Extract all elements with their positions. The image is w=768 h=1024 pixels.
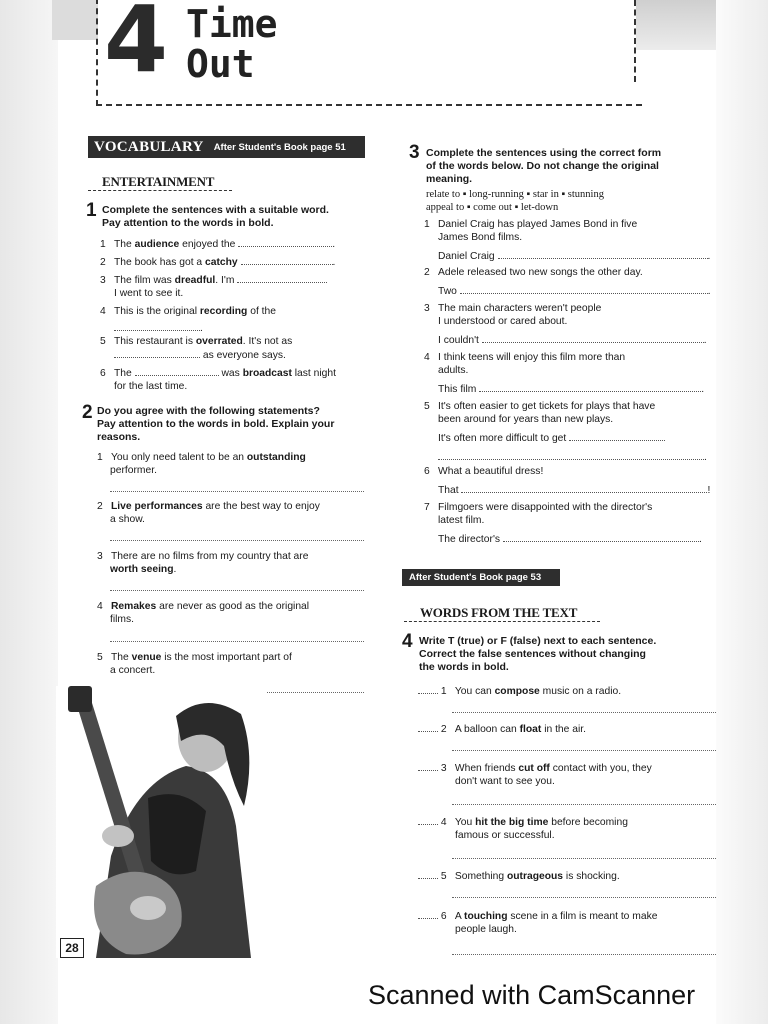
word-box: relate to ▪ long-running ▪ star in ▪ stunning appeal to ▪ come out ▪ let-down xyxy=(426,189,604,213)
vocabulary-label: VOCABULARY xyxy=(94,138,204,155)
ex2-item-2: 2 Live performances are the best way to enjoy a show. xyxy=(97,501,320,525)
ex4-item-5: 5 Something outrageous is shocking. xyxy=(418,869,718,883)
answer-blank[interactable] xyxy=(460,284,708,294)
answer-blank[interactable] xyxy=(238,237,332,247)
unit-header-frame xyxy=(96,0,642,106)
vocabulary-banner xyxy=(88,136,365,158)
scan-left-edge xyxy=(0,0,58,1024)
entertainment-heading: ENTERTAINMENT xyxy=(88,174,232,191)
guitarist-photo xyxy=(56,686,266,958)
correction-line[interactable] xyxy=(452,896,716,898)
guitar-headstock xyxy=(68,686,92,712)
unit-number: 4 xyxy=(104,0,167,93)
scan-right-edge xyxy=(716,0,768,1024)
answer-blank[interactable] xyxy=(569,431,665,441)
exercise-1-instruction xyxy=(102,204,372,230)
ex4-item-2: 2 A balloon can float in the air. xyxy=(418,722,718,736)
correction-line[interactable] xyxy=(452,749,716,751)
camscanner-watermark: Scanned with CamScanner xyxy=(368,980,696,1010)
ex3-item-1: 1 Daniel Craig has played James Bond in five James Bond films. Daniel Craig . xyxy=(424,219,711,262)
ex1-instruction-line2: Pay attention to the words in bold. xyxy=(102,217,274,229)
ex1-item-2: 2 The book has got a catchy . xyxy=(100,257,336,268)
scan-tab-right xyxy=(636,0,716,50)
answer-blank[interactable] xyxy=(498,249,708,259)
answer-blank[interactable] xyxy=(241,255,333,265)
exercise-1-number: 1 xyxy=(86,200,97,221)
exercise-3-number: 3 xyxy=(409,142,420,163)
unit-title xyxy=(186,4,278,84)
answer-blank[interactable] xyxy=(114,321,200,331)
ex2-item-3: 3 There are no films from my country that are worth seeing. xyxy=(97,551,309,575)
ex1-item-5: 5 This restaurant is overrated. It's not as as everyone says. xyxy=(100,336,293,361)
ex2-item-1: 1 You only need talent to be an outstanding performer. xyxy=(97,452,306,476)
unit-header-frame-right xyxy=(634,0,638,82)
unit-title-line2: Out xyxy=(186,42,255,86)
correction-line[interactable] xyxy=(452,803,716,805)
answer-blank[interactable] xyxy=(135,366,219,376)
answer-line[interactable] xyxy=(110,490,364,492)
tf-blank[interactable] xyxy=(418,761,438,771)
correction-line[interactable] xyxy=(452,953,716,955)
ex1-item-1: 1 The audience enjoyed the . xyxy=(100,239,336,250)
exercise-2-number: 2 xyxy=(82,402,93,423)
hand xyxy=(102,825,134,847)
answer-blank[interactable] xyxy=(461,483,707,493)
answer-blank[interactable] xyxy=(503,532,699,542)
tf-blank[interactable] xyxy=(418,909,438,919)
ex3-item-3: 3 The main characters weren't people I understood or cared about. I couldn't . xyxy=(424,303,707,346)
exercise-3-instruction: Complete the sentences using the correct form of the words below. Do not change the original meaning. xyxy=(426,147,662,185)
answer-blank[interactable] xyxy=(479,382,701,392)
correction-line[interactable] xyxy=(452,711,716,713)
ex3-item-2: 2 Adele released two new songs the other day. Two . xyxy=(424,267,711,297)
ex1-item-6: 6 The was broadcast last night for the last time. xyxy=(100,368,336,392)
ex2-item-5: 5 The venue is the most important part of a concert. xyxy=(97,652,292,676)
answer-line[interactable] xyxy=(110,539,364,541)
exercise-4-number: 4 xyxy=(402,631,413,652)
tf-blank[interactable] xyxy=(418,722,438,732)
tf-blank[interactable] xyxy=(418,815,438,825)
ex4-item-1: 1 You can compose music on a radio. xyxy=(418,684,718,698)
ex3-item-6: 6 What a beautiful dress! That ! xyxy=(424,466,711,496)
answer-line[interactable] xyxy=(110,589,364,591)
vocabulary-page-ref: After Student's Book page 51 xyxy=(213,141,346,153)
words-from-text-heading: WORDS FROM THE TEXT xyxy=(404,605,600,622)
ex1-item-4: 4 This is the original recording of the . xyxy=(100,306,276,334)
answer-blank[interactable] xyxy=(237,273,327,283)
tf-blank[interactable] xyxy=(418,869,438,879)
unit-title-line1: Time xyxy=(186,2,278,46)
ex4-item-3: 3 When friends cut off contact with you, they don't want to see you. xyxy=(418,761,718,788)
scan-tab-left xyxy=(52,0,98,40)
answer-blank[interactable] xyxy=(114,348,200,358)
vest xyxy=(148,794,206,874)
correction-line[interactable] xyxy=(452,857,716,859)
answer-blank[interactable] xyxy=(438,450,704,460)
ex4-item-4: 4 You hit the big time before becoming famous or successful. xyxy=(418,815,718,842)
ex3-item-4: 4 I think teens will enjoy this film more than adults. This film . xyxy=(424,352,705,395)
answer-blank[interactable] xyxy=(482,333,704,343)
tf-blank[interactable] xyxy=(418,684,438,694)
ex2-item-4: 4 Remakes are never as good as the original films. xyxy=(97,601,310,625)
ex4-item-6: 6 A touching scene in a film is meant to make people laugh. xyxy=(418,909,718,936)
ex1-item-3: 3 The film was dreadful. I'm I went to see it. xyxy=(100,273,370,300)
exercise-2-instruction: Do you agree with the following statements? Pay attention to the words in bold. Explain your reasons. xyxy=(97,405,335,443)
ex3-item-5: 5 It's often easier to get tickets for plays that have been around for years than new plays. It's often more difficult to get . xyxy=(424,401,707,463)
ex3-item-7: 7 Filmgoers were disappointed with the director's latest film. The director's . xyxy=(424,502,702,545)
strumming-hand xyxy=(130,896,166,920)
after-page-53-banner: After Student's Book page 53 xyxy=(402,569,560,586)
answer-line[interactable] xyxy=(110,640,364,642)
exercise-4-instruction: Write T (true) or F (false) next to each sentence. Correct the false sentences without changing the words in bold. xyxy=(419,635,657,673)
page-number: 28 xyxy=(60,938,84,958)
ex1-instruction-line1: Complete the sentences with a suitable word. xyxy=(102,204,329,216)
